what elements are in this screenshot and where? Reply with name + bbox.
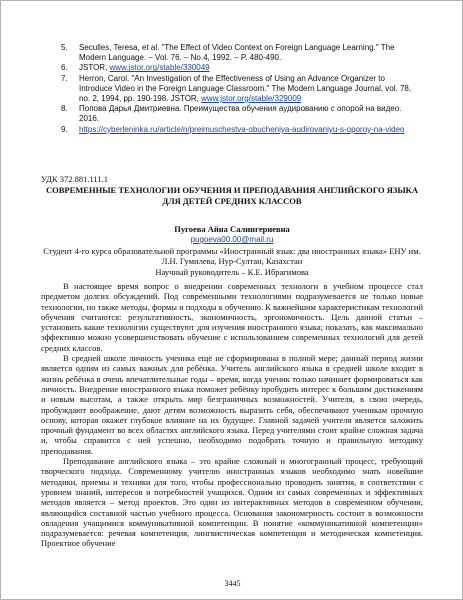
- paragraph: В настоящее время вопрос о внедрении современных технологи в учебном процессе стал предметом долгих обсуждений. Под современными технологиями подразумевается не только новые технологии, но также методы, формы и подходы к обучению. К важнейшим характеристикам технологий обучения считаются: результативность, экономичность, эргономичность. Цель данной статьи – установить какие технологии существуют для изучения иностранного языка; показать, как максимально эффективно можно усовершенствовать обучение с использованием современных технологий для детей средних классов.: [41, 281, 423, 353]
- reference-number: 6.: [61, 63, 68, 73]
- reference-item: [61, 63, 417, 73]
- reference-link[interactable]: www.jstor.org/stable/329009: [201, 94, 302, 104]
- reference-item: [61, 74, 417, 105]
- reference-item: [61, 104, 417, 124]
- reference-text: Попова Дарья Дмитриевна. Преимущества обучения аудированию с опорой на видео. 2016.: [79, 104, 402, 124]
- author-affiliation: [41, 246, 423, 277]
- reference-list: [61, 43, 417, 135]
- reference-text-part: Herron, Carol. "An Investigation of the Effectiveness of Using an Advance Organizer to Introduce Video in the Foreign Language Classroom." The Modern Language Journal, vol. 78, no. 2, 1994, pp. 190-198. JSTOR,: [79, 73, 412, 104]
- page-number: 3445: [224, 579, 241, 588]
- reference-number: 8.: [61, 104, 68, 114]
- email-link[interactable]: pugoeva00.00@mail.ru: [190, 235, 274, 244]
- udk-code: УДК 372.881.111.1: [41, 174, 108, 184]
- reference-text: [79, 74, 417, 105]
- reference-link[interactable]: www.jstor.org/stable/330049: [109, 63, 210, 73]
- reference-text-part: JSTOR,: [79, 63, 110, 73]
- reference-text: Seculles, Teresa, et al. "The Effect of Video Context on Foreign Language Learning." The Modern Language. – Vol. 76. – No.4, 1992. – P. 480-490.: [79, 43, 395, 63]
- supervisor-line: Научный руководитель – К.Е. Ибрагимова: [155, 266, 309, 277]
- author-email: [41, 235, 423, 244]
- paragraph: Преподавание английского языка – это крайне сложный и многогранный процесс, требующий творческого подхода. Современному учителю иностранных языков необходимо знать новейшие методики, приемы и техники для того, чтобы профессионально проводить занятия, в соответствии с уровнем знаний, интересов и потребностей учащихся. Одним из самых современных и эффективных методов является – метод проектов. Это один из интерактивных методов в современном обучении, являющийся составной частью учебного процесса. Основания закономерность состоит в возможности овладения учащимися коммуникативной компетенции. В понятие «коммуникативной компетенции» подразумевается: речевая компетенция, лингвистическая компетенция и методическая компетенция. Проектное обучение: [41, 456, 423, 549]
- article-body: [41, 281, 423, 549]
- article-title: СОВРЕМЕННЫЕ ТЕХНОЛОГИИ ОБУЧЕНИЯ И ПРЕПОДАВАНИЯ АНГЛИЙСКОГО ЯЗЫКА ДЛЯ ДЕТЕЙ СРЕДНИХ КЛАССОВ: [46, 185, 418, 206]
- author-name: Пугоева Айна Салингериевна: [174, 224, 290, 234]
- reference-link[interactable]: https://cyberleninka.ru/article/n/preimuschestva-obucheniya-audirovaniyu-s-oporoy-na-video: [79, 124, 405, 134]
- affiliation-line: Студент 4-го курса образовательной программы «Иностранный язык: два иностранных языка» ЕНУ им. Л.Н. Гумилева, Нур-Султан, Казахстан: [43, 246, 421, 267]
- reference-item: [61, 43, 417, 63]
- reference-text: [79, 63, 417, 73]
- reference-item: [61, 125, 417, 135]
- paragraph: В средней школе личность ученика ещё не сформирована в полной мере; данный период жизни является одним из самых важных для ребёнка. Учитель английского языка в средней школе входит в жизнь ребёнка в очень впечатлительные годы – время, когда ученик только начинает формироваться как личность. Внедрение иностранного языка поможет ребёнку пробудить интерес к большим достижениям и новым высотам, а также открыть мир безграничных возможностей. Учителя, в свою очередь, пробуждают воображение, дают детям возможность выразить себя, обеспечивают ученикам прочную основу, которая окажет глубокое влияние на их будущее. Главной задачей учителя является заложить прочный фундамент во всех областях английского языка. Перед учителями стоит крайне сложная задача и, чтобы справится с ней успешно, необходимо подобрать точную и правильную методику преподавания.: [41, 353, 423, 456]
- reference-number: 5.: [61, 43, 68, 52]
- reference-number: 9.: [61, 124, 68, 134]
- reference-text: [79, 125, 417, 135]
- reference-number: 7.: [61, 73, 68, 83]
